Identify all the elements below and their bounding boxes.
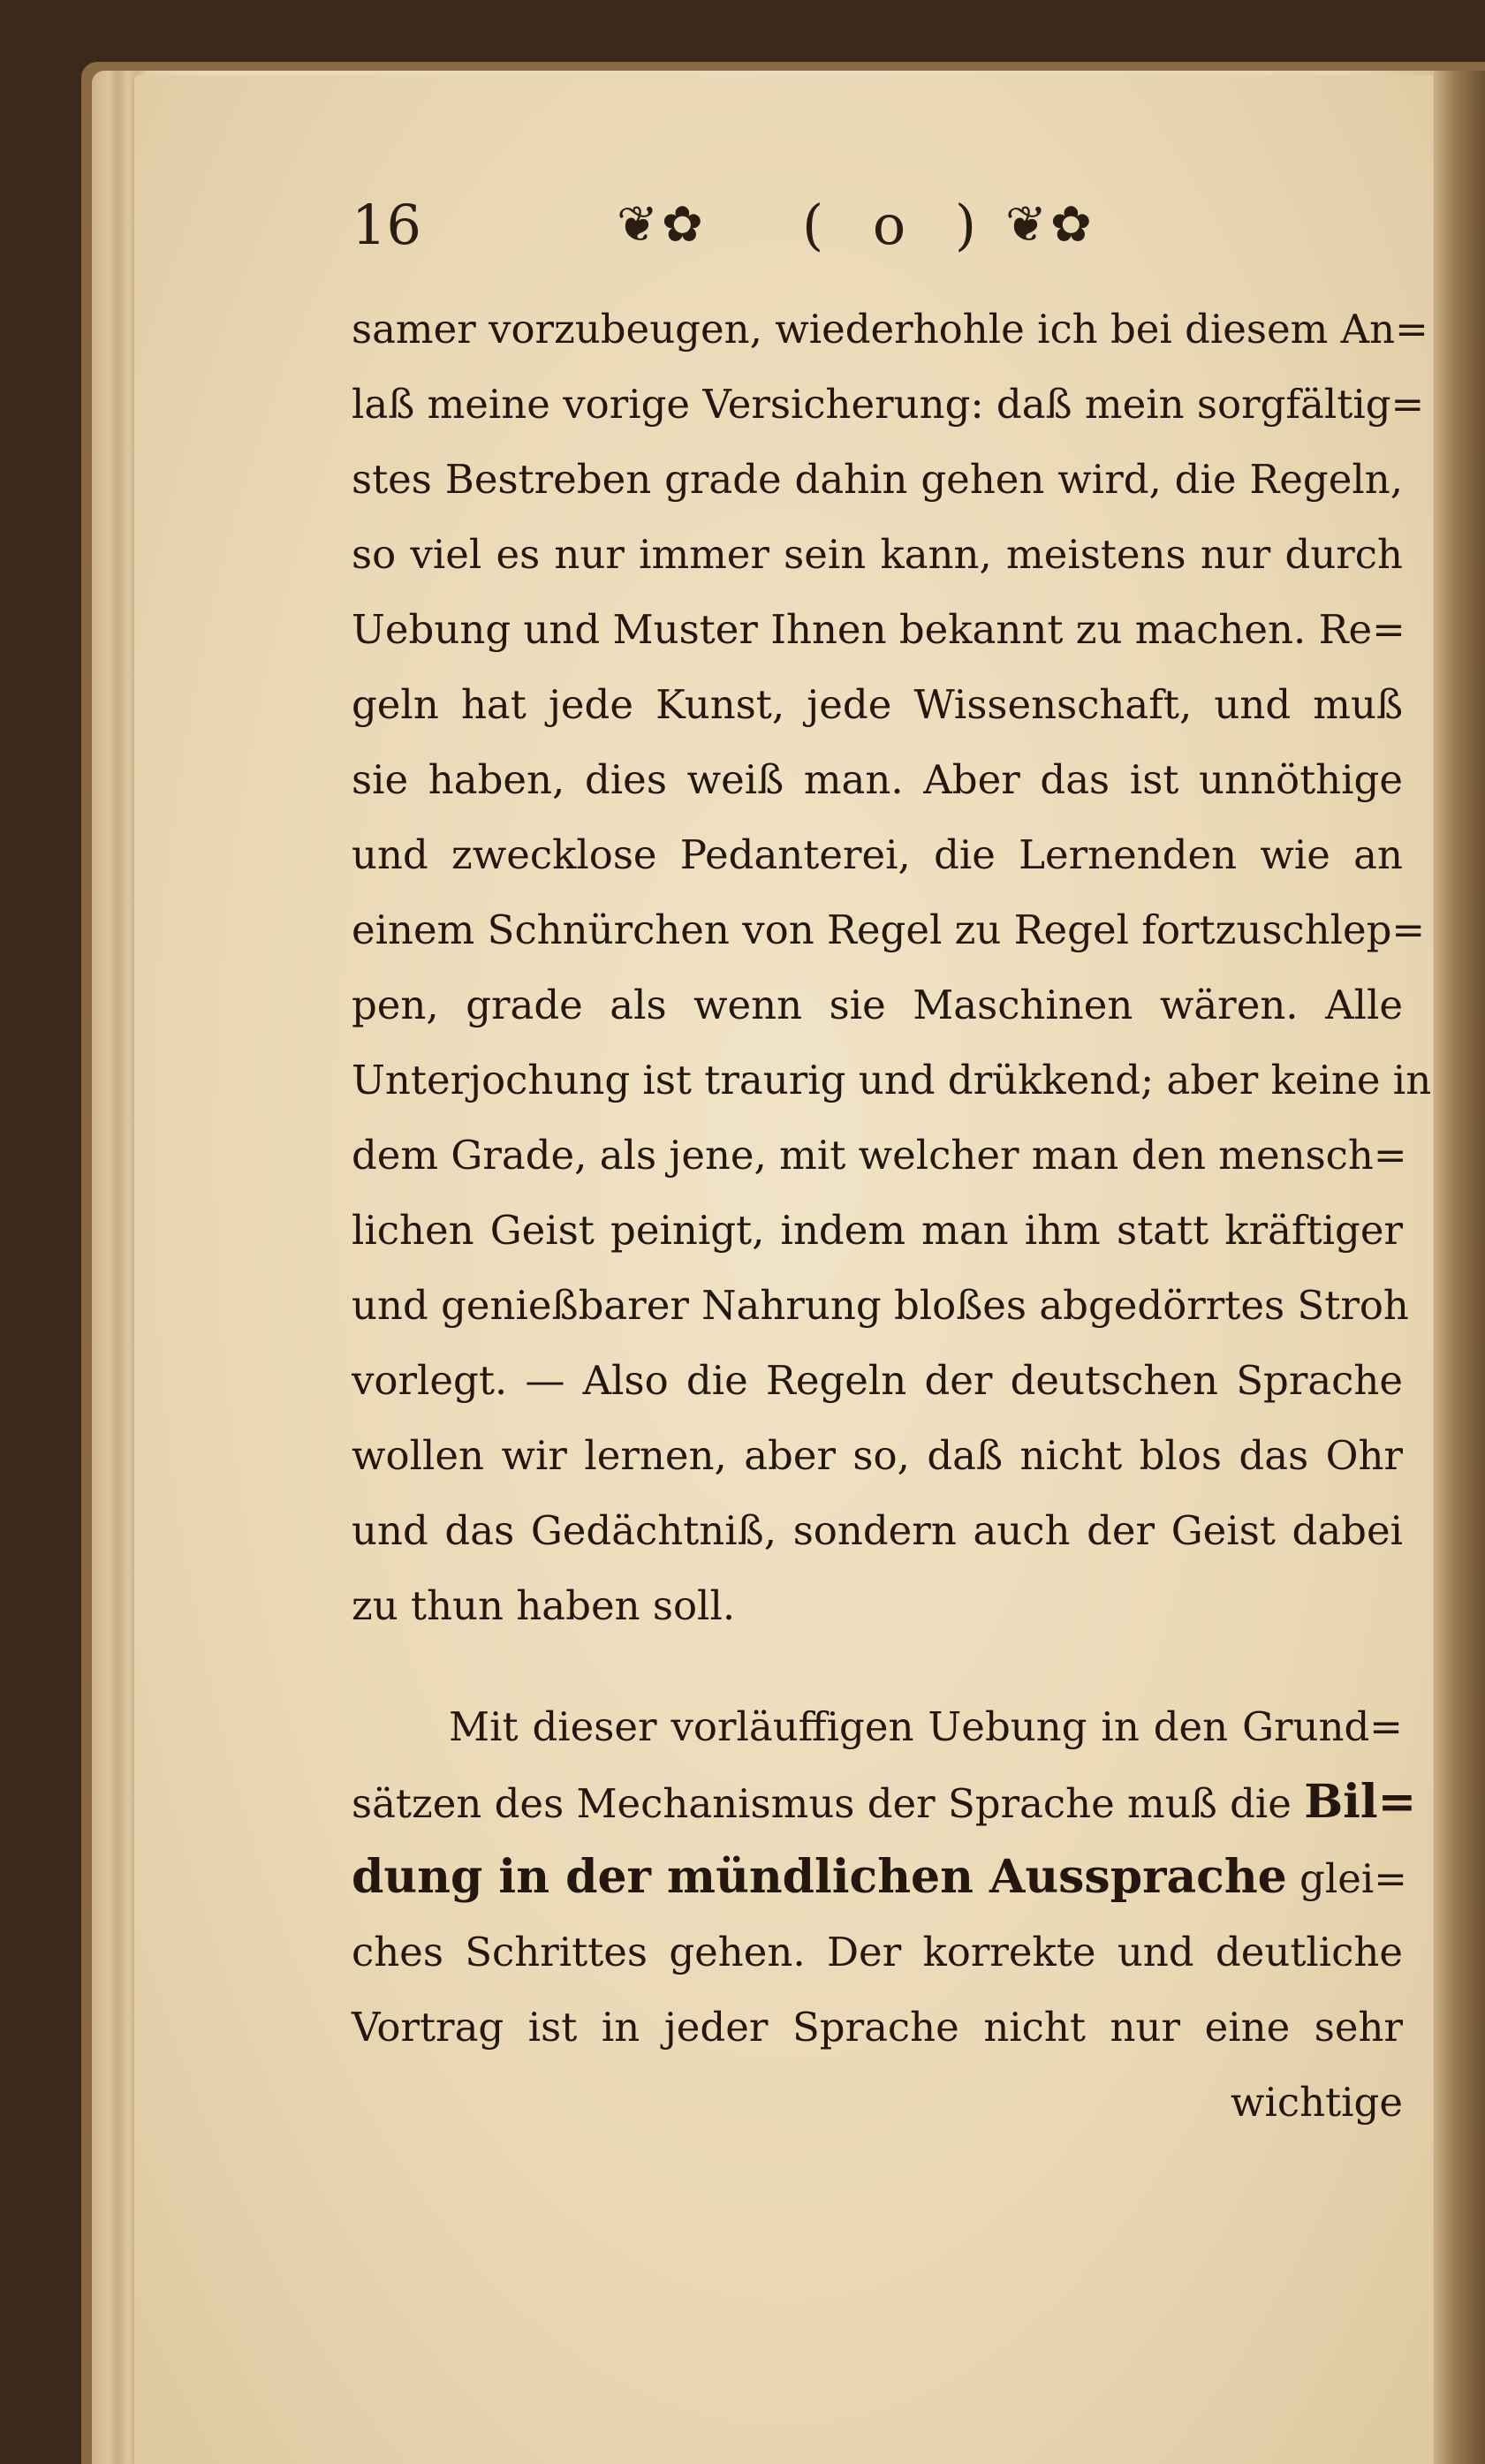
text-line: Mit dieser vorläuffigen Uebung in den Grund=	[449, 1703, 1403, 1750]
ornament-right-icon: ❦✿	[1005, 196, 1095, 254]
paragraph-1	[352, 292, 1432, 1643]
text-line: und das Gedächtniß, sondern auch der Geist dabei	[352, 1507, 1403, 1554]
text-line: dem Grade, als jene, mit welcher man den mensch=	[352, 1132, 1407, 1179]
text-line: geln hat jede Kunst, jede Wissenschaft, und muß	[352, 681, 1403, 728]
page-number: 16	[352, 193, 421, 257]
text-line: Vortrag ist in jeder Sprache nicht nur eine sehr	[352, 2004, 1403, 2051]
text-line: laß meine vorige Versicherung: daß mein sorgfältig=	[352, 381, 1425, 428]
text-line: zu thun haben soll.	[352, 1582, 736, 1629]
text-line	[352, 1764, 1417, 1839]
text-line: ches Schrittes gehen. Der korrekte und deutliche	[352, 1929, 1403, 1975]
text-line: einem Schnürchen von Regel zu Regel fortzuschlep=	[352, 906, 1426, 953]
text-line: wollen wir lernen, aber so, daß nicht blos das Ohr	[352, 1432, 1403, 1479]
emphasized-text: dung in der mündlichen Aussprache	[352, 1850, 1287, 1904]
text-line: und zwecklose Pedanterei, die Lernenden wie an	[352, 831, 1403, 878]
text-line: lichen Geist peinigt, indem man ihm statt kräftiger	[352, 1207, 1403, 1254]
text-run: glei=	[1286, 1855, 1407, 1902]
text-line: samer vorzubeugen, wiederhohle ich bei diesem An=	[352, 306, 1428, 353]
text-line: pen, grade als wenn sie Maschinen wären. Alle	[352, 982, 1403, 1028]
running-head: ( o )	[802, 193, 993, 257]
text-line: stes Bestreben grade dahin gehen wird, die Regeln,	[352, 456, 1403, 503]
text-line: und genießbarer Nahrung bloßes abgedörrtes Stroh	[352, 1282, 1409, 1329]
book-gutter	[1434, 71, 1485, 2464]
text-line	[352, 1839, 1407, 1914]
ornament-left-icon: ❦✿	[617, 196, 707, 254]
emphasized-text: Bil=	[1304, 1775, 1417, 1829]
catchword: wichtige	[1230, 2079, 1403, 2126]
text-line: Unterjochung ist traurig und drükkend; aber keine in	[352, 1057, 1432, 1103]
text-line: so viel es nur immer sein kann, meistens nur durch	[352, 531, 1403, 578]
page-header	[352, 193, 1147, 263]
text-run: sätzen des Mechanismus der Sprache muß die	[352, 1780, 1305, 1827]
text-line: sie haben, dies weiß man. Aber das ist unnöthige	[352, 756, 1403, 803]
paragraph-2	[352, 1689, 1417, 2140]
text-line: Uebung und Muster Ihnen bekannt zu machen. Re=	[352, 606, 1405, 653]
text-line: vorlegt. — Also die Regeln der deutschen Sprache	[352, 1357, 1403, 1404]
